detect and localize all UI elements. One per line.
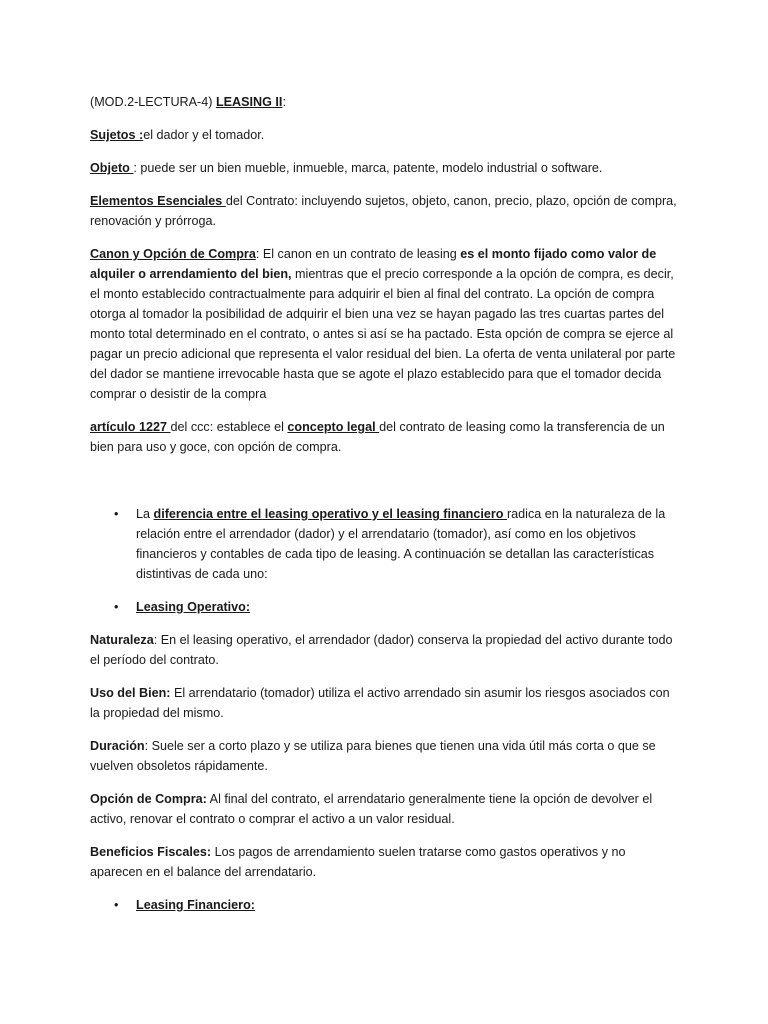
sujetos-label: Sujetos : xyxy=(90,128,144,142)
naturaleza-paragraph xyxy=(90,630,680,670)
canon-text-2: mientras que el precio corresponde a la opción de compra, es decir, el monto establecido contractualmente para adquirir el bien al final del contrato. La opción de compra otorga al tomador la posibilidad de adquirir el bien una vez se hayan pagado las tres cuartas partes del monto total determinado en el contrato, o antes si así se ha pactado. Esta opción de compra se ejerce al pagar un precio adicional que representa el valor residual del bien. La oferta de venta unilateral por parte del dador se mantiene irrevocable hasta que se agote el plazo establecido para que el tomador decida comprar o desistir de la compra xyxy=(90,267,676,401)
duracion-paragraph xyxy=(90,736,680,776)
heading-prefix: (MOD.2-LECTURA-4) xyxy=(90,95,216,109)
elementos-label: Elementos Esenciales xyxy=(90,194,226,208)
heading-title: LEASING II xyxy=(215,95,283,109)
objeto-paragraph xyxy=(90,158,680,178)
leasing-financiero-title: Leasing Financiero: xyxy=(136,898,255,912)
elementos-text: del Contrato: incluyendo sujetos, objeto, canon, precio, plazo, opción de compra, renovación y prórroga. xyxy=(90,194,677,228)
operativo-list xyxy=(90,597,680,617)
articulo-text-1: del ccc: establece el xyxy=(170,420,288,434)
duracion-label: Duración xyxy=(90,739,145,753)
elementos-paragraph xyxy=(90,191,680,231)
beneficios-label: Beneficios Fiscales: xyxy=(90,845,212,859)
bullet-icon: • xyxy=(114,600,119,614)
document-page xyxy=(90,92,680,928)
canon-bold-text: es el monto fijado como valor de alquiler o arrendamiento del bien, xyxy=(90,247,657,281)
opcion-compra-text: Al final del contrato, el arrendatario generalmente tiene la opción de devolver el activo, renovar el contrato o comprar el activo a un valor residual. xyxy=(90,792,653,826)
duracion-text: : Suele ser a corto plazo y se utiliza para bienes que tienen una vida útil más corta o que se vuelven obsoletos rápidamente. xyxy=(90,739,656,773)
bullet-icon: • xyxy=(114,507,119,521)
diferencia-text-2: radica en la naturaleza de la relación entre el arrendador (dador) y el arrendatario (tomador), así como en los objetivos financieros y contables de cada tipo de leasing. A continuación se detallan las características distintivas de cada uno: xyxy=(136,507,666,581)
document-heading xyxy=(90,92,680,112)
financiero-list xyxy=(90,895,680,915)
beneficios-paragraph xyxy=(90,842,680,882)
diferencia-list-item xyxy=(90,504,680,584)
beneficios-text: Los pagos de arrendamiento suelen tratarse como gastos operativos y no aparecen en el balance del arrendatario. xyxy=(90,845,626,879)
naturaleza-label: Naturaleza xyxy=(90,633,154,647)
uso-paragraph xyxy=(90,683,680,723)
diferencia-label: diferencia entre el leasing operativo y el leasing financiero xyxy=(153,507,507,521)
section-spacer xyxy=(90,470,680,504)
concepto-legal-label: concepto legal xyxy=(287,420,380,434)
uso-label: Uso del Bien: xyxy=(90,686,171,700)
opcion-compra-label: Opción de Compra: xyxy=(90,792,207,806)
operativo-list-item xyxy=(90,597,680,617)
heading-suffix: : xyxy=(282,95,286,109)
diferencia-list xyxy=(90,504,680,584)
sujetos-text: el dador y el tomador. xyxy=(143,128,265,142)
canon-text-1: : El canon en un contrato de leasing xyxy=(255,247,461,261)
articulo-paragraph xyxy=(90,417,680,457)
diferencia-text-1: La xyxy=(136,507,154,521)
objeto-text: : puede ser un bien mueble, inmueble, marca, patente, modelo industrial o software. xyxy=(133,161,603,175)
opcion-compra-paragraph xyxy=(90,789,680,829)
articulo-label: artículo 1227 xyxy=(90,420,171,434)
canon-paragraph xyxy=(90,244,680,404)
objeto-label: Objeto xyxy=(90,161,134,175)
naturaleza-text: : En el leasing operativo, el arrendador (dador) conserva la propiedad del activo durante todo el período del contrato. xyxy=(90,633,673,667)
financiero-list-item xyxy=(90,895,680,915)
uso-text: El arrendatario (tomador) utiliza el activo arrendado sin asumir los riesgos asociados con la propiedad del mismo. xyxy=(90,686,670,720)
sujetos-paragraph xyxy=(90,125,680,145)
leasing-operativo-title: Leasing Operativo: xyxy=(136,600,251,614)
articulo-text-2: del contrato de leasing como la transferencia de un bien para uso y goce, con opción de compra. xyxy=(90,420,665,454)
canon-label: Canon y Opción de Compra xyxy=(90,247,256,261)
bullet-icon: • xyxy=(114,898,119,912)
